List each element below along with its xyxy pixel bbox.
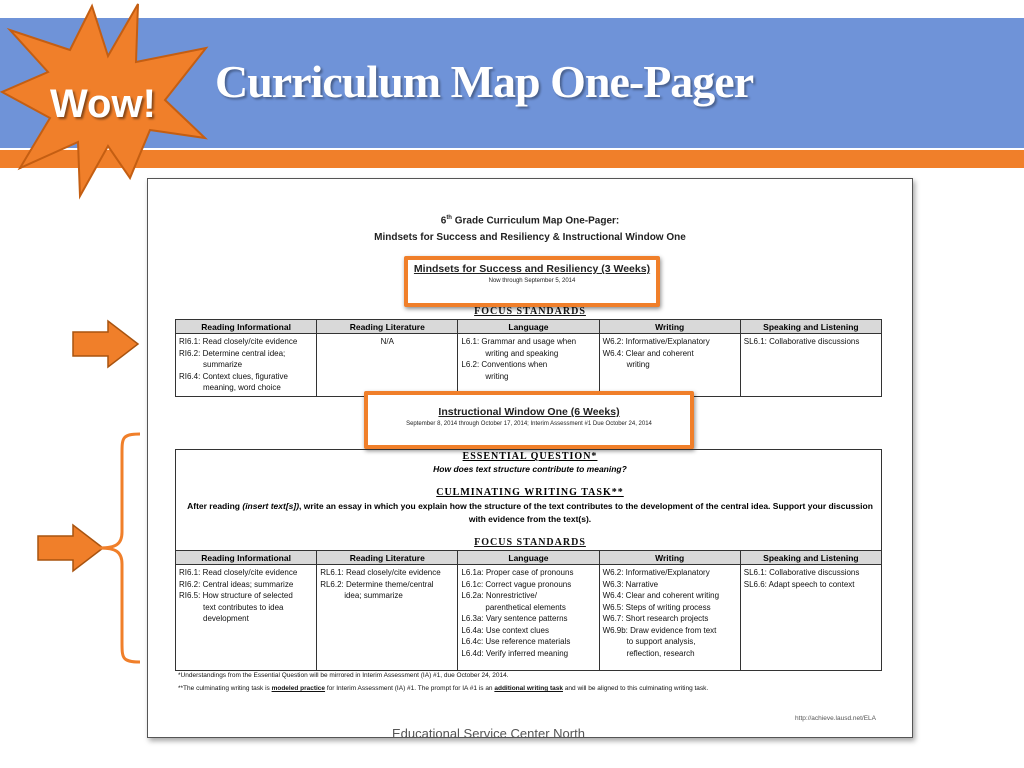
col-header: Reading Literature	[317, 320, 458, 334]
essential-question-text: How does text structure contribute to meaning?	[433, 464, 627, 474]
culminating-task-heading: CULMINATING WRITING TASK**	[436, 487, 624, 498]
col-header: Speaking and Listening	[740, 551, 881, 565]
col-header: Speaking and Listening	[740, 320, 881, 334]
slide-title: Curriculum Map One-Pager	[215, 56, 754, 107]
focus-standards-table-1	[175, 319, 882, 397]
arrow-right-icon	[70, 318, 142, 370]
slide-footer: Educational Service Center North	[392, 726, 585, 741]
table-cell: L6.1: Grammar and usage when writing and speaking L6.2: Conventions when writing	[458, 334, 599, 397]
footnote-essential-question: *Understandings from the Essential Question will be mirrored in Interim Assessment (IA) #1, due October 24, 2014.	[178, 672, 509, 679]
window-title: Instructional Window One (6 Weeks)	[438, 406, 620, 418]
col-header: Reading Informational	[176, 551, 317, 565]
focus-standards-heading-2: FOCUS STANDARDS	[474, 537, 586, 548]
doc-subtitle: Mindsets for Success and Resiliency & Instructional Window One	[374, 232, 686, 243]
curriculum-document	[147, 178, 913, 738]
resource-url[interactable]: http://achieve.lausd.net/ELA	[795, 715, 876, 722]
instructional-window-highlight-box	[364, 391, 694, 449]
table-cell: W6.2: Informative/Explanatory W6.4: Clear and coherent writing	[599, 334, 740, 397]
doc-title: 6th Grade Curriculum Map One-Pager:	[440, 215, 620, 227]
table-row	[176, 334, 882, 397]
table-cell: SL6.1: Collaborative discussions	[740, 334, 881, 397]
col-header: Language	[458, 551, 599, 565]
col-header: Reading Literature	[317, 551, 458, 565]
col-header: Language	[458, 320, 599, 334]
focus-standards-heading: FOCUS STANDARDS	[474, 306, 586, 317]
col-header: Writing	[599, 320, 740, 334]
focus-standards-table-2	[175, 550, 882, 671]
table-cell: N/A	[317, 334, 458, 397]
mindsets-title: Mindsets for Success and Resiliency (3 Weeks)	[413, 263, 651, 275]
table-cell: SL6.1: Collaborative discussions SL6.6: Adapt speech to context	[740, 565, 881, 671]
window-dates: September 8, 2014 through October 17, 2014; Interim Assessment #1 Due October 24, 2014	[406, 421, 652, 427]
table-cell: W6.2: Informative/Explanatory W6.3: Narrative W6.4: Clear and coherent writing W6.5: Steps of writing process W6.7: Short research projects W6.9b: Draw evidence from text to support analysis, reflection, research	[599, 565, 740, 671]
table-cell: L6.1a: Proper case of pronouns L6.1c: Correct vague pronouns L6.2a: Nonrestrictive/ parenthetical elements L6.3a: Vary sentence patterns L6.4a: Use context clues L6.4c: Use reference materials L6.4d: Verify inferred meaning	[458, 565, 599, 671]
footnote-culminating-task: **The culminating writing task is modeled practice for Interim Assessment (IA) #1. The prompt for IA #1 is an additional writing task and will be aligned to this culminating writing task.	[178, 685, 709, 692]
mindsets-dates: Now through September 5, 2014	[488, 278, 576, 284]
table-cell: RI6.1: Read closely/cite evidence RI6.2: Central ideas; summarize RI6.5: How structure of selected text contributes to idea development	[176, 565, 317, 671]
bracket-icon	[96, 432, 142, 664]
table-cell: RI6.1: Read closely/cite evidence RI6.2: Determine central idea; summarize RI6.4: Context clues, figurative meaning, word choice	[176, 334, 317, 397]
mindsets-highlight-box	[404, 256, 660, 307]
col-header: Reading Informational	[176, 320, 317, 334]
essential-question-heading: ESSENTIAL QUESTION*	[462, 451, 598, 462]
col-header: Writing	[599, 551, 740, 565]
culminating-task-text: After reading (insert text[s]), write an essay in which you explain how the structure of the text contributes to the development of the central idea. Support your discussion with evidence from the text(s).	[187, 501, 873, 524]
burst-label: Wow!	[50, 82, 156, 126]
table-cell: RL6.1: Read closely/cite evidence RL6.2: Determine theme/central idea; summarize	[317, 565, 458, 671]
table-row	[176, 565, 882, 671]
